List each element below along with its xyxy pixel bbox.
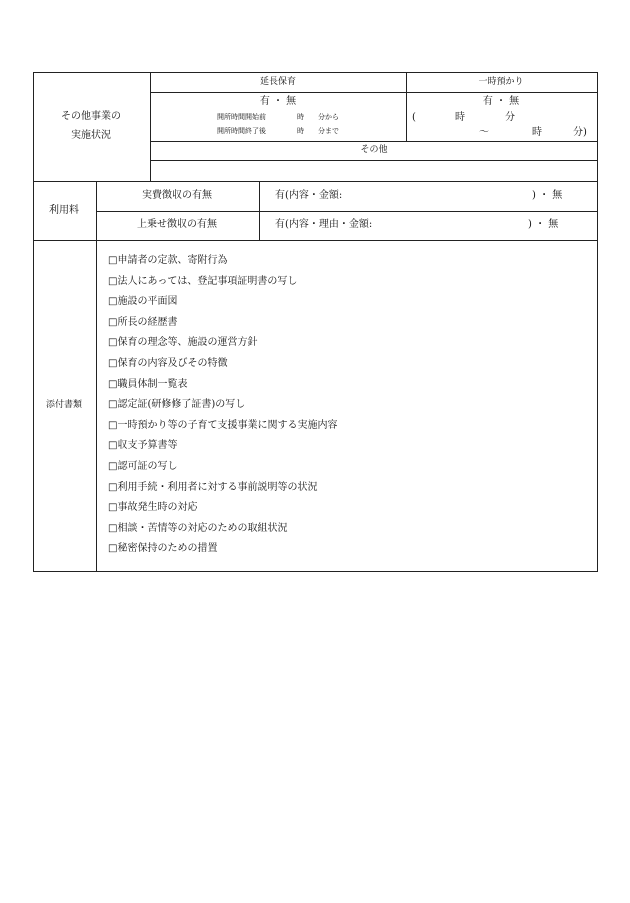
fees-value-divider xyxy=(259,181,260,240)
close-after-hour-unit: 時 xyxy=(297,127,304,135)
table-border-left xyxy=(33,72,34,571)
temporary-care-hour-unit-2: 時 xyxy=(532,127,542,138)
attachment-item-support-services[interactable]: □一時預かり等の子育て支援事業に関する実施内容 xyxy=(108,419,338,431)
other-header-bottom-line xyxy=(150,160,598,161)
actual-cost-label: 実費徴収の有無 xyxy=(142,190,212,201)
close-after-label: 開所時間終了後 xyxy=(217,127,266,135)
table-border-right xyxy=(597,72,598,571)
surcharge-label: 上乗せ徴収の有無 xyxy=(137,219,217,230)
other-section-label-line1: その他事業の xyxy=(61,111,121,122)
surcharge-value-suffix[interactable]: ) ・ 無 xyxy=(528,219,559,230)
actual-cost-value-suffix[interactable]: ) ・ 無 xyxy=(532,190,563,201)
attachments-checklist xyxy=(108,254,337,563)
open-before-hour-unit: 時 xyxy=(297,113,304,121)
temporary-care-hour-unit-1: 時 xyxy=(455,112,465,123)
section-divider-fees-attachments xyxy=(33,240,598,241)
fees-label: 利用料 xyxy=(49,205,79,216)
temporary-care-minute-unit-2: 分) xyxy=(573,127,587,138)
attachment-item-operating-policy[interactable]: □保育の理念等、施設の運営方針 xyxy=(108,337,258,349)
section-divider-other-fees xyxy=(33,181,598,182)
attachment-item-complaint-handling[interactable]: □相談・苦情等の対応のための取組状況 xyxy=(108,522,288,534)
attachment-item-accident-response[interactable]: □事故発生時の対応 xyxy=(108,502,198,514)
other-section-label-line2: 実施状況 xyxy=(71,130,111,141)
other-business-header: その他 xyxy=(360,145,388,155)
attachment-item-staff-list[interactable]: □職員体制一覧表 xyxy=(108,378,188,390)
attachment-item-registry-certificate[interactable]: □法人にあっては、登記事項証明書の写し xyxy=(108,275,298,287)
open-before-minute-unit: 分から xyxy=(318,113,339,121)
temporary-care-range-tilde: ～ xyxy=(479,127,489,138)
attachment-item-director-resume[interactable]: □所長の経歴書 xyxy=(108,316,178,328)
attachment-item-training-certificate[interactable]: □認定証(研修修了証書)の写し xyxy=(108,399,246,411)
header-row-divider xyxy=(150,92,598,93)
label-column-divider xyxy=(96,181,97,571)
attachment-item-usage-procedure[interactable]: □利用手続・利用者に対する事前説明等の状況 xyxy=(108,481,318,493)
attachment-item-care-content[interactable]: □保育の内容及びその特徴 xyxy=(108,357,228,369)
close-after-minute-unit: 分まで xyxy=(318,127,339,135)
actual-cost-value-prefix[interactable]: 有(内容・金額: xyxy=(275,190,343,201)
attachment-item-floor-plan[interactable]: □施設の平面図 xyxy=(108,296,178,308)
temporary-care-open-paren: ( xyxy=(412,112,416,123)
extended-temporary-divider xyxy=(406,72,407,141)
attachment-item-articles-of-incorporation[interactable]: □申請者の定款、寄附行為 xyxy=(108,255,228,266)
fees-row-divider xyxy=(96,211,598,212)
extended-care-header: 延長保育 xyxy=(259,77,297,87)
attachment-item-confidentiality[interactable]: □秘密保持のための措置 xyxy=(108,543,218,555)
table-border-bottom xyxy=(33,571,598,572)
other-header-top-line xyxy=(150,141,598,142)
temporary-care-minute-unit-1: 分 xyxy=(505,112,515,123)
table-border-top xyxy=(33,72,598,73)
attachment-item-budget[interactable]: □収支予算書等 xyxy=(108,440,178,452)
attachments-label: 添付書類 xyxy=(45,400,83,410)
temporary-care-availability[interactable]: 有 ・ 無 xyxy=(482,96,520,107)
attachment-item-license-copy[interactable]: □認可証の写し xyxy=(108,460,178,472)
temporary-care-header: 一時預かり xyxy=(478,77,524,87)
open-before-label: 開所時間開始前 xyxy=(217,113,266,121)
other-label-column-divider xyxy=(150,72,151,181)
extended-care-availability[interactable]: 有 ・ 無 xyxy=(259,96,297,107)
surcharge-value-prefix[interactable]: 有(内容・理由・金額: xyxy=(275,219,373,230)
